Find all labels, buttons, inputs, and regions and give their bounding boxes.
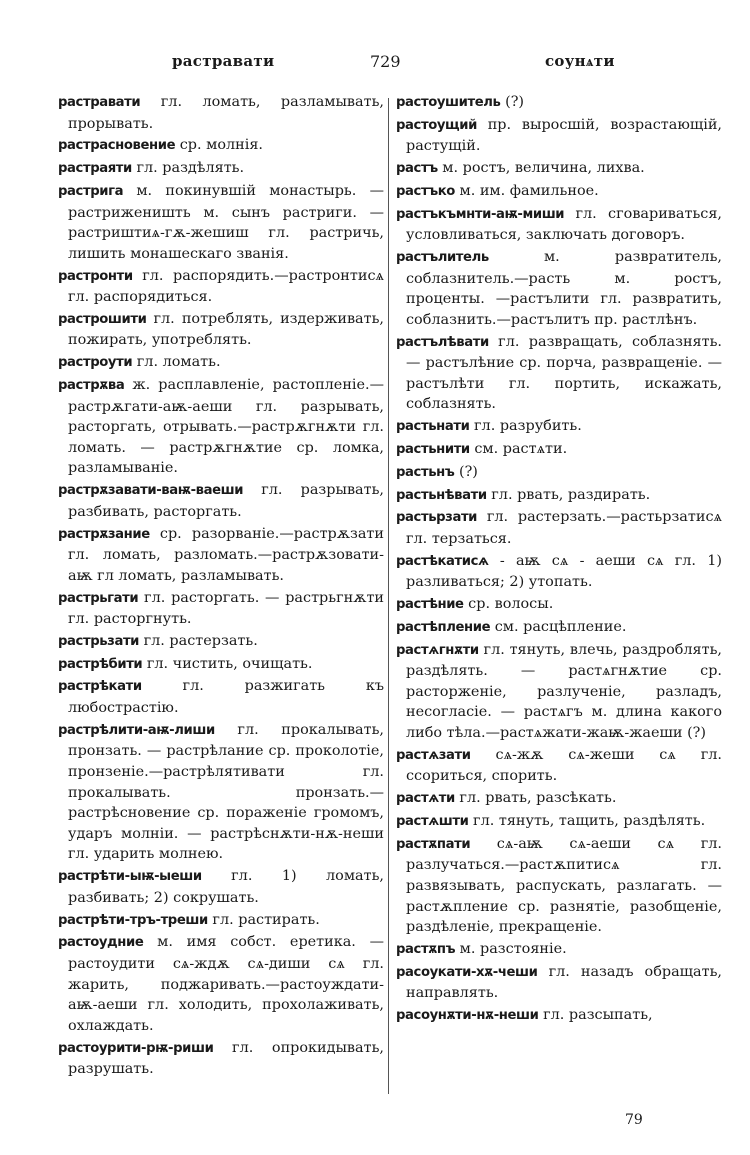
page-number: 729 [370,52,401,71]
signature-mark: 79 [625,1112,643,1128]
dictionary-entry: растрѣбити гл. чистить, очищать. [58,655,313,672]
entry-headword: растъко [396,183,455,199]
dictionary-entry: расоукати-хѫ-чеши гл. назадъ обращать, направлять. [396,963,722,1002]
dictionary-entry: растьнѣвати гл. рвать, раздирать. [396,486,651,503]
entry-headword: растѧти [396,791,455,807]
dictionary-entry: растѫпъ м. разстояніе. [396,940,567,957]
dictionary-entry: растьрзати гл. растерзать.—растьрзатисѧ гл. терзаться. [396,509,722,547]
dictionary-entry: растьнити см. растѧти. [396,441,568,457]
dictionary-entry: растоурити-рѭ-риши гл. опрокидывать, разрушать. [58,1039,384,1078]
header-right-word: соунѧти [545,52,615,70]
entry-headword: растьрзати [396,510,478,526]
entry-headword: растрѣбити [58,656,143,672]
entry-headword: растравати [58,95,141,110]
header-left-word: растравати [172,52,275,70]
entry-headword: растрѫзавати-ваѭ-ваеши [58,483,244,499]
dictionary-entry: растѧшти гл. тянуть, тащить, раздѣлять. [396,812,706,829]
entry-headword: растьнати [396,419,470,435]
dictionary-entry: растрѫзание ср. разорваніе.—растрѫзати гл. ломать, разломать.—растрѫзовати-аѭ гл ломать, разламывать. [58,525,384,584]
entry-headword: растьнити [396,442,470,457]
entry-headword: растѣкатисѧ [396,553,489,569]
entry-headword: растълитель [396,250,489,266]
dictionary-entry: растрѣти-тръ-треши гл. растирать. [58,911,320,928]
entry-headword: растьнѣвати [396,487,487,503]
dictionary-entry: растъкъмнти-аѭ-миши гл. сговариваться, условливаться, заключать договоръ. [396,205,722,244]
entry-headword: растъ [396,161,438,177]
entry-headword: растѧшти [396,813,469,829]
right-column [396,92,722,1028]
dictionary-entry: растрѫва ж. расплавленіе, растопленіе.—растрѫгати-аѭ-аеши гл. разрывать, расторгать, отрывать.—растрѫгнѫти гл. ломать. — растрѫгнѫтие ср. ломка, разламываніе. [58,377,384,477]
entry-headword: растрошити [58,311,147,327]
dictionary-entry: растѧзати сѧ-жѫ сѧ-жеши сѧ гл. ссориться, спорить. [396,746,722,785]
entry-headword: растьнъ [396,464,455,480]
dictionary-entry: растроути гл. ломать. [58,354,221,371]
entry-headword: растрѣти-ыѭ-ыеши [58,869,202,885]
dictionary-entry: растоушитель (?) [396,94,525,110]
dictionary-entry: растрошити гл. потреблять, издерживать, пожирать, употреблять. [58,310,384,349]
dictionary-entry: растѣпление см. расцѣпление. [396,618,627,635]
dictionary-entry: растѣкатисѧ - аѭ сѧ - аеши сѧ гл. 1) разливаться; 2) утопать. [396,552,722,591]
page-header [60,52,720,82]
dictionary-entry: растълитель м. развратитель, соблазнитель.—расть м. ростъ, проценты. —растълити гл. развратить, соблазнить.—растълитъ пр. растлѣнъ. [396,249,722,328]
dictionary-entry: растраяти гл. раздѣлять. [58,160,245,177]
entry-headword: растѣние [396,597,464,613]
dictionary-entry: растрѣлити-аѭ-лиши гл. прокалывать, пронзать. — растрѣлание ср. проколотіе, пронзеніе.—растрѣлятивати гл. прокалывать. пронзать.—растрѣсновение ср. пораженіе громомъ, ударъ молніи. — растрѣснѫти-нѫ-неши гл. ударить молнею. [58,721,384,863]
dictionary-entry: растѧгнѫти гл. тянуть, влечь, раздроблять, раздѣлять. — растѧгнѫтие ср. расторженіе, разлученіе, разладъ, несогласіе. — растѧгъ м. длина какого либо тѣла.—растѧжати-жаѭ-жаеши (?) [396,641,722,742]
dictionary-entry: растрьзати гл. растерзать. [58,632,258,649]
entry-headword: растълѣвати [396,334,489,350]
dictionary-entry: растъ м. ростъ, величина, лихва. [396,160,645,177]
entry-headword: растѫпати [396,836,471,852]
dictionary-entry: расоунѫти-нѫ-неши гл. разсыпать, [396,1007,653,1024]
dictionary-entry: растрѣкати гл. разжигать къ любострастію. [58,678,384,717]
dictionary-entry: растѧти гл. рвать, разсѣкать. [396,790,617,807]
dictionary-entry: растъко м. им. фамильное. [396,182,599,199]
dictionary-entry: растьнати гл. разрубить. [396,418,582,435]
entry-headword: растрьзати [58,633,140,649]
dictionary-entry: растрьгати гл. расторгать. — растрьгнѫти гл. расторгнуть. [58,589,384,628]
entry-headword: растъкъмнти-аѭ-миши [396,206,565,222]
entry-headword: расоукати-хѫ-чеши [396,964,538,980]
entry-headword: растрѫва [58,378,125,394]
entry-headword: растрѣлити-аѭ-лиши [58,722,215,738]
dictionary-entry: растьнъ (?) [396,463,478,480]
dictionary-entry: растѫпати сѧ-аѭ сѧ-аеши сѧ гл. разлучаться.—растѫпитисѧ гл. развязывать, распускать, разлагать. — растѫпление ср. разнятіе, разобщеніе, раздѣленіе, прекращеніе. [396,835,722,936]
entry-headword: растѧгнѫти [396,642,479,658]
entry-headword: растоущий [396,117,477,133]
entry-headword: растѫпъ [396,941,456,957]
dictionary-entry: растрасновение ср. молнія. [58,137,263,154]
dictionary-entry: растѣние ср. волосы. [396,596,554,613]
entry-headword: растоудние [58,935,144,951]
dictionary-entry: растълѣвати гл. развращать, соблазнять. — растълѣние ср. порча, развращеніе. — растълѣти гл. портить, искажать, соблазнять. [396,333,722,413]
entry-headword: растронти [58,268,133,284]
entry-headword: растрѣти-тръ-треши [58,912,208,928]
entry-headword: растрьгати [58,590,139,606]
column-divider [388,98,389,1094]
entry-headword: растоушитель [396,95,501,110]
entry-headword: растрѫзание [58,526,150,542]
entry-headword: растрѣкати [58,679,142,695]
entry-headword: растроути [58,355,133,371]
dictionary-entry: растоущий пр. выросшій, возрастающій, растущій. [396,116,722,155]
dictionary-entry: растрига м. покинувшій монастырь. —растриженишть м. сынъ растриги. —растриштиѧ-гѫ-жешиш гл. растричь, лишить монашескаго званія. [58,182,384,262]
dictionary-entry: растрѣти-ыѭ-ыеши гл. 1) ломать, разбивать; 2) сокрушать. [58,868,384,906]
entry-headword: растрига [58,183,124,199]
entry-headword: растоурити-рѭ-риши [58,1040,214,1056]
entry-headword: растѣпление [396,619,491,635]
dictionary-entry: растоудние м. имя собст. еретика. — растоудити сѧ-ждѫ сѧ-диши сѧ гл. жарить, поджаривать.—растоуждати-аѭ-аеши гл. холодить, прохолаживать, охлаждать. [58,934,384,1034]
entry-headword: растраяти [58,161,132,177]
dictionary-entry: растронти гл. распорядить.—растронтисѧ гл. распорядиться. [58,267,384,306]
dictionary-entry: растрѫзавати-ваѭ-ваеши гл. разрывать, разбивать, расторгать. [58,482,384,520]
left-column [58,92,384,1081]
entry-headword: растрасновение [58,138,176,154]
entry-headword: расоунѫти-нѫ-неши [396,1008,539,1024]
dictionary-entry: растравати гл. ломать, разламывать, прорывать. [58,94,384,132]
entry-headword: растѧзати [396,747,471,763]
